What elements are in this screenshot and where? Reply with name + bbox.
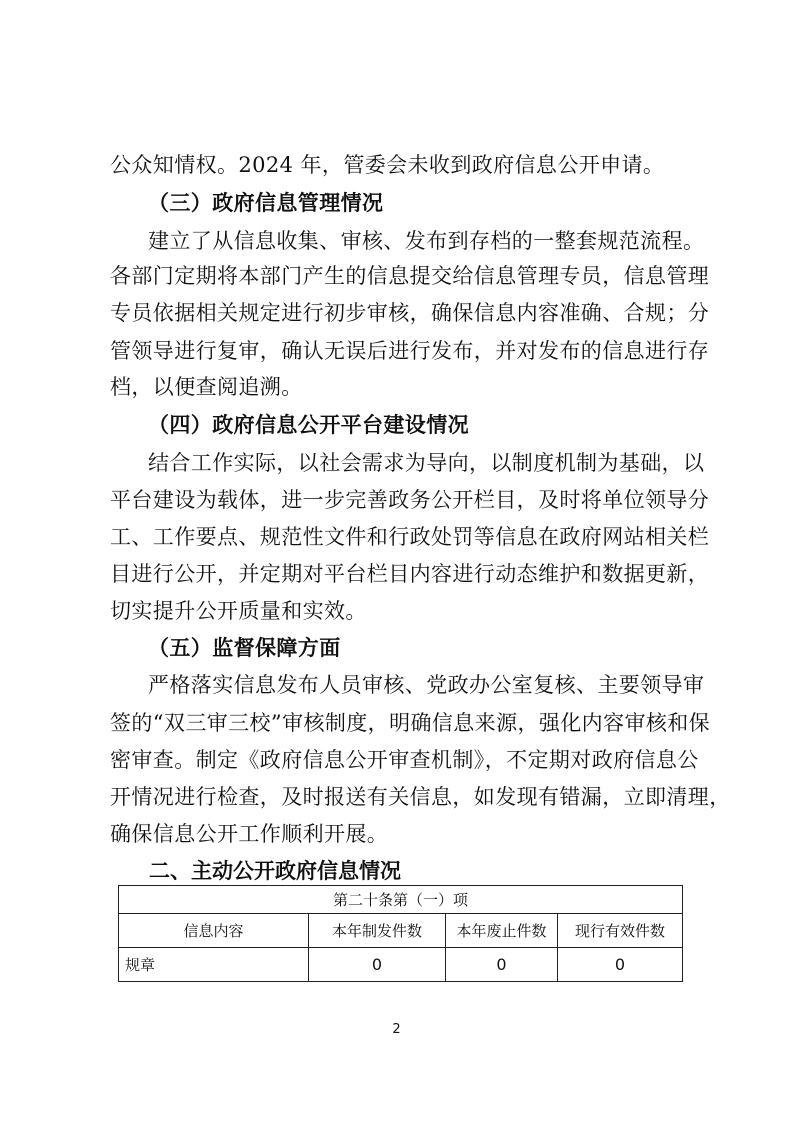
text-line: 管领导进行复审，确认无误后进行发布，并对发布的信息进行存 xyxy=(110,339,710,363)
text-line: 确保信息公开工作顺利开展。 xyxy=(110,822,389,846)
table-header-cell: 信息内容 xyxy=(119,914,309,948)
table-header-cell: 现行有效件数 xyxy=(558,914,683,948)
text-line: 密审查。制定《政府信息公开审查机制》，不定期对政府信息公 xyxy=(110,748,699,772)
text-line: 签的“双三审三校”审核制度，明确信息来源，强化内容审核和保 xyxy=(110,711,711,735)
section-title: 二、主动公开政府信息情况 xyxy=(149,859,401,883)
table-caption-row xyxy=(119,886,683,914)
text-line: 目进行公开，并定期对平台栏目内容进行动态维护和数据更新， xyxy=(110,562,710,586)
table-row xyxy=(119,948,683,982)
table-cell: 规章 xyxy=(119,948,309,982)
text-line: 结合工作实际，以社会需求为导向，以制度机制为基础，以 xyxy=(148,451,705,475)
disclosure-table xyxy=(118,885,683,982)
table-cell: 0 xyxy=(309,948,446,982)
table-caption: 第二十条第（一）项 xyxy=(119,886,683,914)
text-line: 工、工作要点、规范性文件和行政处罚等信息在政府网站相关栏 xyxy=(110,525,710,549)
table-header-cell: 本年废止件数 xyxy=(446,914,558,948)
section-heading-5: （五）监督保障方面 xyxy=(148,636,341,660)
text-line: 开情况进行检查，及时报送有关信息，如发现有错漏，立即清理， xyxy=(110,785,731,809)
text-line: 公众知情权。2024 年，管委会未收到政府信息公开申请。 xyxy=(110,153,665,177)
table-cell: 0 xyxy=(558,948,683,982)
section-heading-3: （三）政府信息管理情况 xyxy=(148,191,384,215)
text-line: 平台建设为载体，进一步完善政务公开栏目，及时将单位领导分 xyxy=(110,488,710,512)
text-line: 建立了从信息收集、审核、发布到存档的一整套规范流程。 xyxy=(148,229,705,253)
table-cell: 0 xyxy=(446,948,558,982)
table-header-row xyxy=(119,914,683,948)
text-line: 各部门定期将本部门产生的信息提交给信息管理专员，信息管理 xyxy=(110,264,710,288)
text-line: 切实提升公开质量和实效。 xyxy=(110,599,367,623)
text-line: 严格落实信息发布人员审核、党政办公室复核、主要领导审 xyxy=(148,673,705,697)
text-line: 档，以便查阅追溯。 xyxy=(110,375,303,399)
page-number: 2 xyxy=(392,1022,401,1037)
section-heading-4: （四）政府信息公开平台建设情况 xyxy=(148,413,469,437)
table-header-cell: 本年制发件数 xyxy=(309,914,446,948)
text-line: 专员依据相关规定进行初步审核，确保信息内容准确、合规；分 xyxy=(110,301,710,325)
